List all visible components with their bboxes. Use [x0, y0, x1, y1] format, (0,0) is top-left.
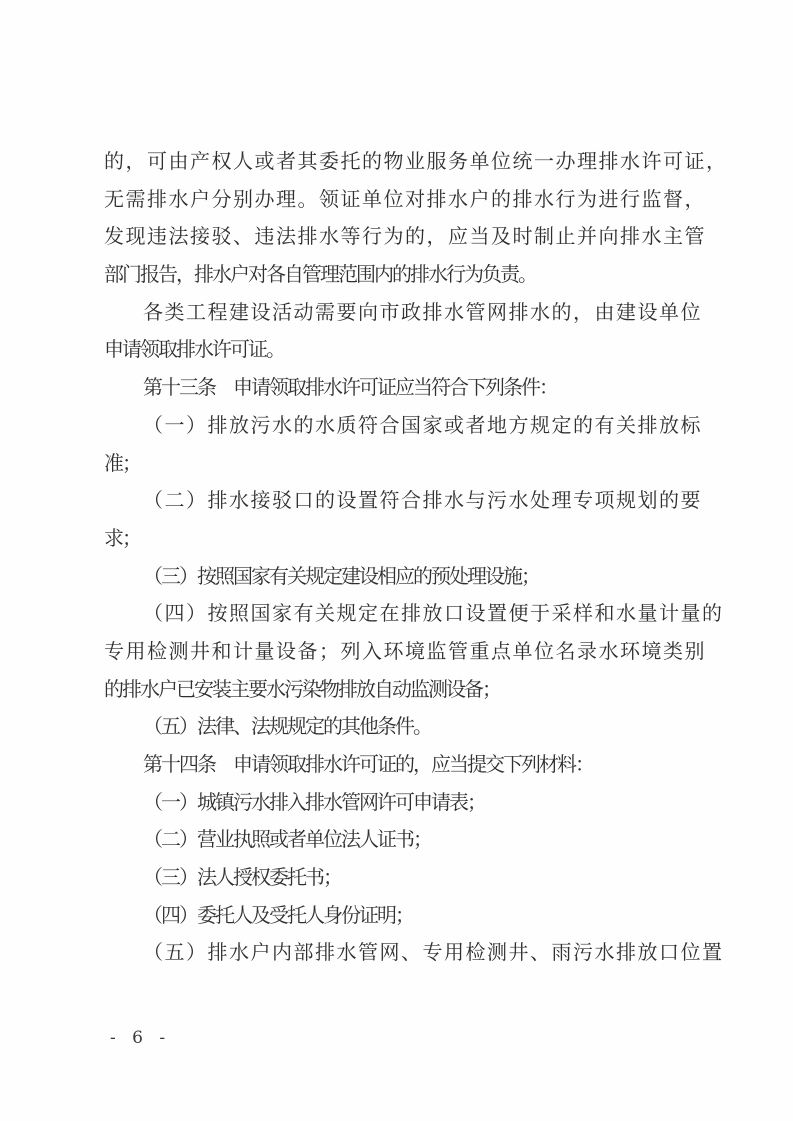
line-16-item-5: （五）法律、法规规定的其他条件。 — [143, 716, 431, 739]
line-19-item-2: （二）营业执照或者单位法人证书； — [143, 829, 431, 852]
line-06: 申请领取排水许可证。 — [104, 339, 284, 362]
line-09: 准； — [104, 452, 140, 475]
line-21-item-4: （四）委托人及受托人身份证明； — [143, 904, 413, 927]
line-01: 的，可由产权人或者其委托的物业服务单位统一办理排水许可证， — [104, 151, 728, 173]
line-20-item-3: （三）法人授权委托书； — [143, 867, 341, 890]
line-10-item-2: （二）排水接驳口的设置符合排水与污水处理专项规划的要 — [143, 490, 702, 513]
line-07-article-13: 第十三条 申请领取排水许可证应当符合下列条件： — [143, 377, 557, 400]
line-14: 专用检测井和计量设备；列入环境监管重点单位名录水环境类别 — [104, 640, 706, 663]
line-22-item-5: （五）排水户内部排水管网、专用检测井、雨污水排放口位置 — [143, 942, 724, 965]
line-05: 各类工程建设活动需要向市政排水管网排水的，由建设单位 — [143, 301, 702, 324]
line-17-article-14: 第十四条 申请领取排水许可证的，应当提交下列材料： — [143, 754, 593, 776]
line-03: 发现违法接驳、违法排水等行为的，应当及时制止并向排水主管 — [104, 226, 706, 249]
line-12-item-3: （三）按照国家有关规定建设相应的预处理设施； — [143, 565, 539, 588]
line-11: 求； — [104, 527, 140, 550]
line-15: 的排水户已安装主要水污染物排放自动监测设备； — [104, 678, 500, 701]
line-18-item-1: （一）城镇污水排入排水管网许可申请表； — [143, 791, 485, 814]
document-text-block — [104, 144, 744, 973]
footer-page-number: - 6 - — [110, 1028, 170, 1048]
line-02: 无需排水户分别办理。领证单位对排水户的排水行为进行监督， — [104, 188, 706, 211]
line-08-item-1: （一）排放污水的水质符合国家或者地方规定的有关排放标 — [143, 414, 702, 437]
line-04: 部门报告，排水户对各自管理范围内的排水行为负责。 — [104, 264, 536, 287]
line-13-item-4: （四）按照国家有关规定在排放口设置便于采样和水量计量的 — [143, 603, 724, 626]
